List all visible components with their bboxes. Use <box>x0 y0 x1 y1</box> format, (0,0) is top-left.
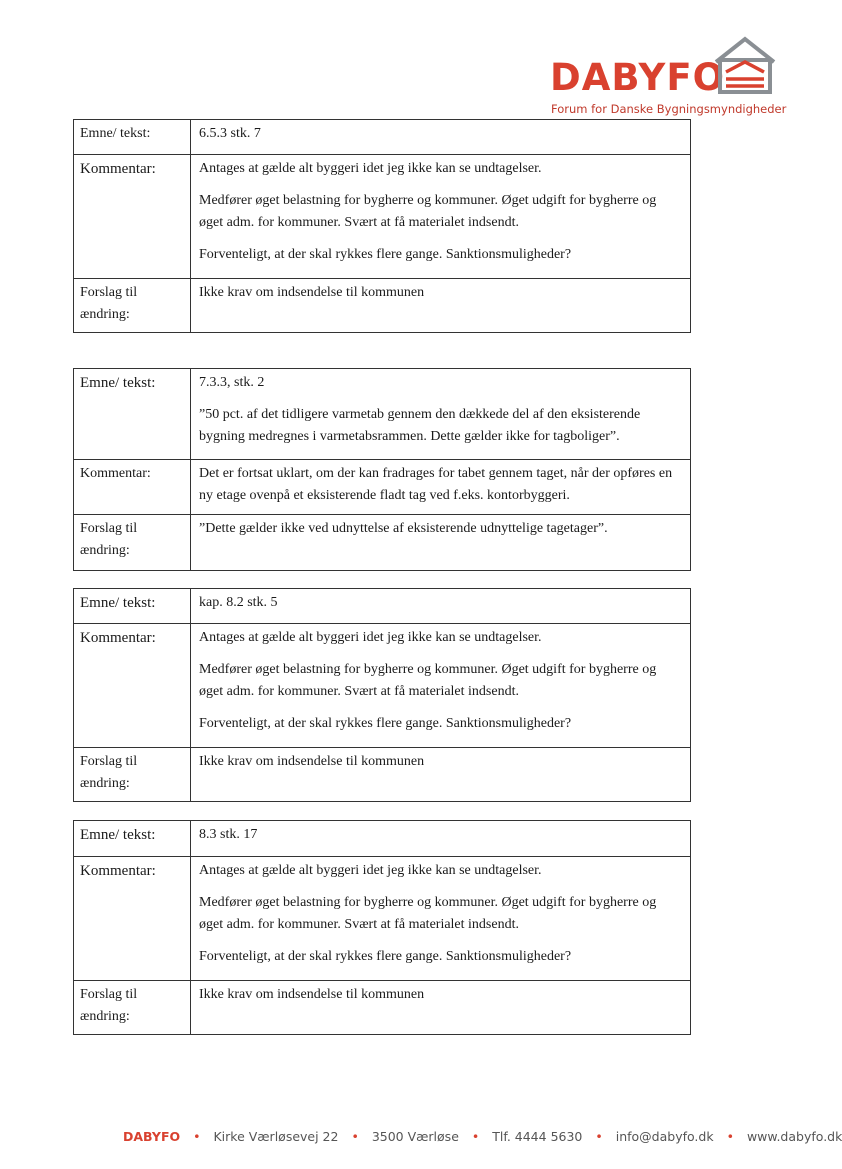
comment-paragraph: Antages at gælde alt byggeri idet jeg ikke kan se undtagelser. <box>199 630 542 645</box>
page-footer <box>123 1129 842 1144</box>
comment-value <box>191 624 691 748</box>
proposal-row <box>74 981 691 1035</box>
comment-table-3 <box>73 588 691 802</box>
comment-paragraph: Antages at gælde alt byggeri idet jeg ikke kan se undtagelser. <box>199 161 542 176</box>
proposal-value: Ikke krav om indsendelse til kommunen <box>191 279 691 333</box>
proposal-label-line2: ændring: <box>80 307 130 322</box>
proposal-label <box>74 515 191 571</box>
proposal-label-line2: ændring: <box>80 543 130 558</box>
footer-separator: • <box>351 1129 359 1144</box>
house-icon <box>712 36 778 96</box>
logo-tagline: Forum for Danske Bygningsmyndigheder <box>551 102 787 116</box>
subject-value <box>191 589 691 624</box>
comment-row <box>74 155 691 279</box>
proposal-value: Ikke krav om indsendelse til kommunen <box>191 981 691 1035</box>
subject-label: Emne/ tekst: <box>74 821 191 857</box>
proposal-label-line1: Forslag til <box>80 754 138 769</box>
comment-label: Kommentar: <box>74 857 191 981</box>
comment-value <box>191 857 691 981</box>
subject-row <box>74 369 691 460</box>
footer-city: 3500 Værløse <box>371 1129 459 1144</box>
comment-label: Kommentar: <box>74 155 191 279</box>
proposal-label <box>74 981 191 1035</box>
proposal-label-line1: Forslag til <box>80 285 138 300</box>
comment-row <box>74 624 691 748</box>
comment-value <box>191 460 691 515</box>
footer-separator: • <box>726 1129 734 1144</box>
proposal-label-line1: Forslag til <box>80 521 138 536</box>
comment-paragraph: Forventeligt, at der skal rykkes flere gange. Sanktionsmuligheder? <box>199 247 572 262</box>
comment-table-1 <box>73 119 691 333</box>
comment-paragraph: Medfører øget belastning for bygherre og kommuner. Øget udgift for bygherre og øget adm. for kommuner. Svært at få materialet indsendt. <box>199 193 657 230</box>
subject-quote: ”50 pct. af det tidligere varmetab gennem den dækkede del af den eksisterende bygning medregnes i varmetabsrammen. Dette gælder ikke for tagboliger”. <box>199 407 641 444</box>
footer-brand: DABYFO <box>123 1129 181 1144</box>
comment-label: Kommentar: <box>74 624 191 748</box>
proposal-row <box>74 748 691 802</box>
subject-value <box>191 120 691 155</box>
comment-paragraph: Forventeligt, at der skal rykkes flere gange. Sanktionsmuligheder? <box>199 949 572 964</box>
footer-address: Kirke Værløsevej 22 <box>213 1129 339 1144</box>
comment-paragraph: Antages at gælde alt byggeri idet jeg ikke kan se undtagelser. <box>199 863 542 878</box>
subject-value <box>191 369 691 460</box>
comment-paragraph: Det er fortsat uklart, om der kan fradrages for tabet gennem taget, når der opføres en ny etage ovenpå et eksisterende fladt tag ved f.eks. kontorbyggeri. <box>199 466 673 503</box>
subject-text: 7.3.3, stk. 2 <box>199 375 265 390</box>
subject-text: kap. 8.2 stk. 5 <box>199 595 278 610</box>
proposal-label-line2: ændring: <box>80 1009 130 1024</box>
proposal-row <box>74 515 691 571</box>
footer-separator: • <box>471 1129 480 1144</box>
proposal-label <box>74 748 191 802</box>
comment-value <box>191 155 691 279</box>
proposal-row <box>74 279 691 333</box>
subject-text: 8.3 stk. 17 <box>199 827 258 842</box>
proposal-label-line2: ændring: <box>80 776 130 791</box>
comment-paragraph: Forventeligt, at der skal rykkes flere gange. Sanktionsmuligheder? <box>199 716 572 731</box>
comment-label: Kommentar: <box>74 460 191 515</box>
subject-text: 6.5.3 stk. 7 <box>199 126 261 141</box>
subject-label: Emne/ tekst: <box>74 120 191 155</box>
comment-paragraph: Medfører øget belastning for bygherre og kommuner. Øget udgift for bygherre og øget adm. for kommuner. Svært at få materialet indsendt. <box>199 662 657 699</box>
subject-row <box>74 120 691 155</box>
dabyfo-logo <box>540 34 790 120</box>
logo-wordmark: DABYFO <box>550 56 726 99</box>
footer-separator: • <box>595 1129 603 1144</box>
subject-value <box>191 821 691 857</box>
footer-email-link[interactable]: info@dabyfo.dk <box>615 1129 714 1144</box>
comment-row <box>74 857 691 981</box>
subject-row <box>74 589 691 624</box>
subject-row <box>74 821 691 857</box>
proposal-value: ”Dette gælder ikke ved udnyttelse af eksisterende udnyttelige tagetager”. <box>191 515 691 571</box>
proposal-value: Ikke krav om indsendelse til kommunen <box>191 748 691 802</box>
comment-paragraph: Medfører øget belastning for bygherre og kommuner. Øget udgift for bygherre og øget adm. for kommuner. Svært at få materialet indsendt. <box>199 895 657 932</box>
comment-table-4 <box>73 820 691 1035</box>
footer-phone: Tlf. 4444 5630 <box>492 1129 583 1144</box>
footer-separator: • <box>193 1129 201 1144</box>
subject-label: Emne/ tekst: <box>74 589 191 624</box>
comment-table-2 <box>73 368 691 571</box>
footer-web-link[interactable]: www.dabyfo.dk <box>746 1129 842 1144</box>
subject-label: Emne/ tekst: <box>74 369 191 460</box>
proposal-label <box>74 279 191 333</box>
proposal-label-line1: Forslag til <box>80 987 138 1002</box>
comment-row <box>74 460 691 515</box>
